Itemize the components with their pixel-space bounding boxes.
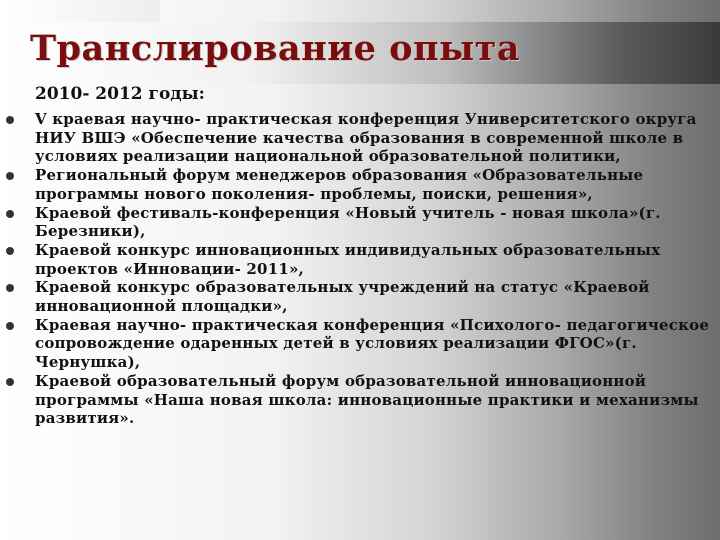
list-item-text: Краевой конкурс инновационных индивидуальных образовательных проектов «Инновации- 2011», [35,240,661,278]
list-item-text: Краевая научно- практическая конференция «Психолого- педагогическое сопровождение одаренных детей в условиях реализации ФГОС»(г. Чернушка), [35,315,710,372]
list-item-text: Краевой конкурс образовательных учреждений на статус «Краевой инновационной площадки», [35,278,650,316]
bullet-icon [6,284,14,292]
bullet-icon [6,172,14,180]
list-item [0,166,720,203]
slide-title: Транслирование опыта [30,28,521,69]
list-item [0,110,720,166]
bullet-icon [6,247,14,255]
bullet-icon [6,116,14,124]
bullet-icon [6,378,14,386]
slide-subtitle: 2010- 2012 годы: [35,84,205,104]
bullet-icon [6,210,14,218]
list-item [0,204,720,241]
list-item-text: V краевая научно- практическая конференция Университетского округа НИУ ВШЭ «Обеспечение качества образования в современной школе в условиях реализации национальной образовательной политики, [35,110,697,166]
list-item [0,316,720,372]
list-item-text: Краевой фестиваль-конференция «Новый учитель - новая школа»(г. Березники), [35,203,661,241]
list-item-text: Региональный форум менеджеров образования «Образовательные программы нового поколения- проблемы, поиски, решения», [35,166,644,203]
title-shade [0,0,160,22]
list-item [0,278,720,315]
bullet-icon [6,322,14,330]
list-item-text: Краевой образовательный форум образовательной инновационной программы «Наша новая школа: инновационные практики и механизмы развития». [35,371,699,428]
list-item [0,241,720,278]
bullet-list [0,110,720,428]
list-item [0,372,720,428]
